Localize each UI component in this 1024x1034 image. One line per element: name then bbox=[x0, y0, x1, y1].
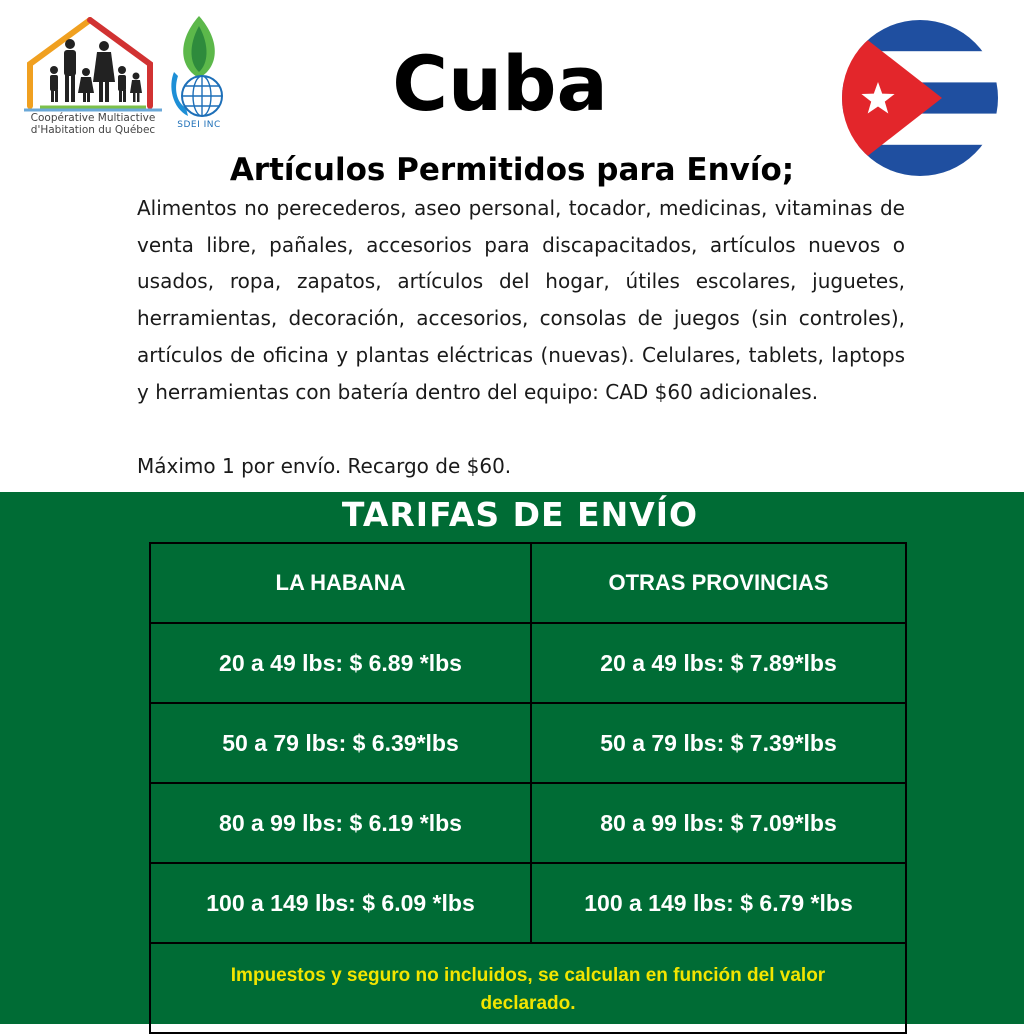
sdei-logo-text: SDEI INC bbox=[177, 120, 221, 130]
cooperative-logo-text bbox=[18, 112, 168, 136]
column-header-otras-provincias: OTRAS PROVINCIAS bbox=[608, 570, 829, 595]
rate-cell-provincias-row-1: 20 a 49 lbs: $ 7.89*lbs bbox=[600, 649, 837, 676]
column-header-la-habana: LA HABANA bbox=[275, 570, 406, 595]
page-title: Cuba bbox=[392, 39, 608, 128]
rate-cell-provincias-row-3: 80 a 99 lbs: $ 7.09*lbs bbox=[600, 809, 837, 836]
rate-cell-habana-row-4: 100 a 149 lbs: $ 6.09 *lbs bbox=[206, 889, 475, 916]
cooperative-logo bbox=[18, 14, 168, 140]
row-divider bbox=[151, 942, 905, 944]
logo-text-line-1: Coopérative Multiactive bbox=[30, 112, 156, 124]
house-family-icon bbox=[18, 14, 168, 114]
sdei-logo bbox=[166, 12, 232, 138]
max-per-shipment-note: Máximo 1 por envío. Recargo de $60. bbox=[137, 454, 512, 478]
rates-heading: TARIFAS DE ENVÍO bbox=[341, 495, 699, 534]
rate-cell-habana-row-3: 80 a 99 lbs: $ 6.19 *lbs bbox=[219, 809, 462, 836]
logo-text-line-2: d'Habitation du Québec bbox=[30, 124, 156, 136]
rate-cell-provincias-row-4: 100 a 149 lbs: $ 6.79 *lbs bbox=[584, 889, 853, 916]
rate-cell-habana-row-2: 50 a 79 lbs: $ 6.39*lbs bbox=[222, 729, 459, 756]
globe-leaf-icon bbox=[166, 12, 232, 122]
rates-table bbox=[149, 542, 907, 1034]
rate-cell-habana-row-1: 20 a 49 lbs: $ 6.89 *lbs bbox=[219, 649, 462, 676]
taxes-insurance-note: Impuestos y seguro no incluidos, se calculan en función del valor declarado. bbox=[230, 965, 826, 1014]
rate-cell-provincias-row-2: 50 a 79 lbs: $ 7.39*lbs bbox=[600, 729, 837, 756]
allowed-items-text: Alimentos no perecederos, aseo personal, tocador, medicinas, vitaminas de venta libre, pañales, accesorios para discapacitados, artículos nuevos o usados, ropa, zapatos, artículos del hogar, útiles escolares, juguetes, herramientas, decoración, accesorios, consolas de juegos (sin controles), artículos de oficina y plantas eléctricas (nuevas). Celulares, tablets, laptops y herramientas con batería dentro del equipo: CAD $60 adicionales. bbox=[137, 196, 905, 404]
allowed-items-heading: Artículos Permitidos para Envío; bbox=[229, 152, 795, 188]
